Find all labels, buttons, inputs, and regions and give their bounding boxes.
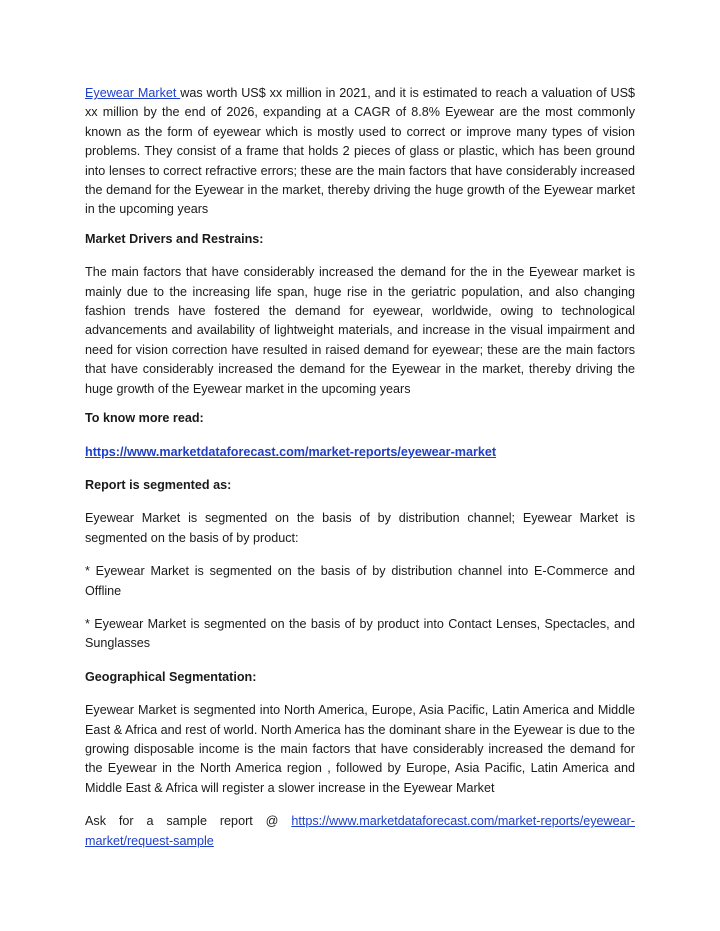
document-page — [85, 84, 635, 851]
sample-prefix: Ask for a sample report @ — [85, 814, 292, 829]
market-report-link[interactable]: https://www.marketdataforecast.com/market-reports/eyewear-market — [85, 444, 497, 459]
product-bullet: * Eyewear Market is segmented on the basis of by product into Contact Lenses, Spectacles, and Sunglasses — [85, 616, 635, 651]
segmented-heading: Report is segmented as: — [85, 477, 232, 492]
distribution-bullet: * Eyewear Market is segmented on the basis of by distribution channel into E-Commerce and Offline — [85, 564, 635, 598]
eyewear-market-link[interactable]: Eyewear Market — [85, 86, 181, 100]
drivers-heading: Market Drivers and Restrains: — [85, 231, 264, 246]
know-more-heading: To know more read: — [85, 411, 204, 426]
intro-text: was worth US$ xx million in 2021, and it is estimated to reach a valuation of US$ xx million by the end of 2026, expanding at a CAGR of 8.8% Eyewear are the most commonly known as the form of eyewear which is mostly used to correct or improve many types of vision problems. They consist of a frame that holds 2 pieces of glass or plastic, which has been ground into lenses to correct refractive errors; these are the main factors that have considerably increased the demand for the Eyewear in the market, thereby driving the huge growth of the Eyewear market in the upcoming years — [85, 86, 636, 217]
geo-paragraph: Eyewear Market is segmented into North America, Europe, Asia Pacific, Latin America and Middle East & Africa and rest of world. North America has the dominant share in the Eyewear is due to the growing disposable income is the main factors that have considerably increased the demand for the Eyewear in the North America region , followed by Europe, Asia Pacific, Latin America and Middle East & Africa will register a slower increase in the Eyewear Market — [85, 703, 635, 795]
sample-request-line — [85, 812, 635, 851]
intro-paragraph — [85, 84, 635, 220]
segmented-paragraph: Eyewear Market is segmented on the basis of by distribution channel; Eyewear Market is segmented on the basis of by product: — [85, 511, 635, 545]
geo-heading: Geographical Segmentation: — [85, 669, 257, 684]
sample-request-link[interactable]: https://www.marketdataforecast.com/market-reports/eyewear-market/request-sample — [85, 814, 635, 848]
drivers-paragraph: The main factors that have considerably increased the demand for the in the Eyewear market is mainly due to the increasing life span, huge rise in the geriatric population, and also changing fashion trends have fostered the demand for eyewear, worldwide, owing to technological advancements and availability of lightweight materials, and increase in the visual impairment and need for vision correction have resulted in raised demand for eyewear; these are the main factors that have considerably increased the demand for the Eyewear in the market, thereby driving the huge growth of the Eyewear market in the upcoming years — [85, 265, 635, 396]
